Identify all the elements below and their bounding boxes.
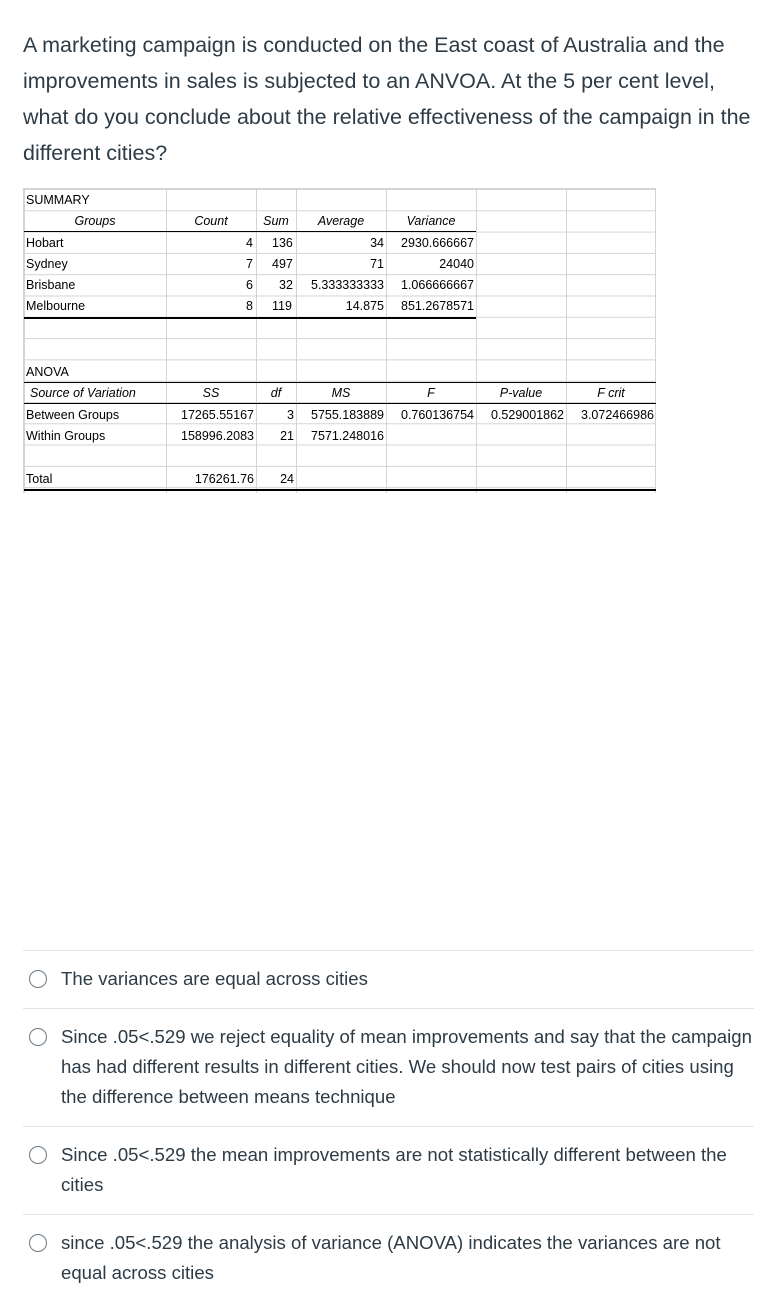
answer-option-4[interactable] [23,1214,754,1302]
answer-option-text: The variances are equal across cities [61,968,368,989]
summary-count: 7 [246,257,253,271]
answer-option-text: Since .05<.529 we reject equality of mean improvements and say that the campaign has had different results in different cities. We should now test pairs of cities using the difference between means technique [61,1026,752,1107]
anova-fcrit: 3.072466986 [581,408,654,422]
summary-group-label: Melbourne [26,299,86,313]
summary-sum: 136 [272,236,293,250]
answer-option-text: Since .05<.529 the mean improvements are not statistically different between the cities [61,1144,727,1195]
summary-average: 14.875 [345,299,384,313]
anova-header-source: Source of Variation [30,386,136,400]
anova-spreadsheet-image [23,188,656,493]
anova-ss: 17265.55167 [181,408,254,422]
anova-ms: 5755.183889 [311,408,384,422]
summary-average: 71 [370,257,384,271]
summary-sum: 497 [272,257,293,271]
summary-header-sum: Sum [263,214,289,228]
anova-ss: 158996.2083 [181,429,254,443]
anova-f: 0.760136754 [401,408,474,422]
summary-sum: 32 [279,278,293,292]
anova-total-df: 24 [280,472,294,486]
summary-average: 5.333333333 [311,278,384,292]
anova-source-label: Within Groups [26,429,106,443]
answer-option-3[interactable] [23,1126,754,1214]
anova-pvalue: 0.529001862 [491,408,564,422]
summary-count: 4 [246,236,253,250]
radio-button[interactable] [29,970,47,988]
summary-group-label: Hobart [26,236,64,250]
summary-sum: 119 [272,299,292,313]
summary-count: 8 [246,299,253,313]
summary-group-label: Sydney [26,257,68,271]
summary-header-average: Average [317,214,365,228]
anova-header-ss: SS [202,386,220,400]
question-text: A marketing campaign is conducted on the East coast of Australia and the improvements in sales is subjected to an ANVOA. At the 5 per cent level, what do you conclude about the relative effectiveness of the campaign in the different cities? [23,33,751,165]
summary-variance: 1.066666667 [401,278,474,292]
radio-button[interactable] [29,1146,47,1164]
answer-options [23,950,754,1302]
anova-title: ANOVA [26,365,69,379]
anova-df: 3 [287,408,294,422]
answer-option-1[interactable] [23,950,754,1008]
answer-option-text: since .05<.529 the analysis of variance (ANOVA) indicates the variances are not equal across cities [61,1232,721,1283]
anova-header-f: F [427,386,435,400]
anova-source-label: Between Groups [26,408,120,422]
summary-group-label: Brisbane [26,278,76,292]
summary-header-groups: Groups [74,214,116,228]
summary-title: SUMMARY [26,193,90,207]
anova-header-fcrit: F crit [597,386,625,400]
anova-total-ss: 176261.76 [194,472,254,486]
radio-button[interactable] [29,1028,47,1046]
summary-variance: 24040 [439,257,474,271]
summary-header-variance: Variance [406,214,456,228]
summary-header-count: Count [194,214,228,228]
anova-total-label: Total [26,472,53,486]
summary-count: 6 [246,278,253,292]
anova-df: 21 [280,429,294,443]
anova-ms: 7571.248016 [311,429,384,443]
radio-button[interactable] [29,1234,47,1252]
summary-average: 34 [370,236,384,250]
anova-header-df: df [270,386,282,400]
summary-variance: 851.2678571 [401,299,474,313]
answer-option-2[interactable] [23,1008,754,1126]
summary-variance: 2930.666667 [401,236,474,250]
anova-header-pvalue: P-value [499,386,543,400]
anova-header-ms: MS [331,386,351,400]
